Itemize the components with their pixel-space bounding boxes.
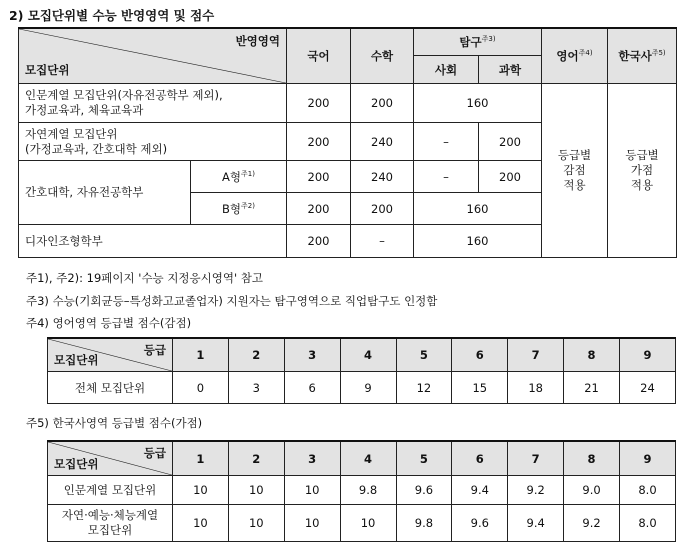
grade-header: 3: [284, 338, 340, 372]
grade-header: 4: [340, 441, 396, 476]
grade-header: 7: [508, 441, 564, 476]
note-1: 주1), 주2): 19페이지 '수능 지정응시영역' 참고: [26, 271, 264, 285]
score-cell: 9.6: [452, 505, 508, 542]
col-history: [608, 28, 677, 84]
col-math: 수학: [351, 28, 414, 84]
cell-science: 200: [479, 123, 542, 161]
table-row: [48, 505, 676, 542]
main-score-table: [18, 27, 677, 258]
section-title: 2) 모집단위별 수능 반영영역 및 점수: [9, 8, 215, 23]
row-label: 인문계열 모집단위: [48, 476, 173, 505]
note-3: 주3) 수능(기회균등–특성화고교졸업자) 지원자는 탐구영역으로 직업탐구도 인정함: [26, 294, 438, 308]
type-a: [191, 161, 287, 193]
type-a-note: 주1): [241, 169, 255, 178]
col-social: 사회: [414, 56, 479, 84]
col-history-note: 주5): [651, 49, 666, 57]
score-cell: 10: [228, 505, 284, 542]
score-cell: 9: [340, 372, 396, 404]
cell-math: 240: [351, 123, 414, 161]
grade-header: 1: [173, 441, 229, 476]
score-cell: 10: [173, 505, 229, 542]
grade-header: 9: [620, 338, 676, 372]
cell-social: –: [414, 161, 479, 193]
row-label: 자연·예능·체능계열 모집단위: [48, 505, 173, 542]
header-corner-top: 반영영역: [235, 34, 280, 48]
history-grade-table: [47, 440, 676, 542]
score-cell: 9.2: [508, 476, 564, 505]
type-a-label: A형: [222, 169, 242, 184]
cell-korean: 200: [287, 161, 351, 193]
score-cell: 10: [284, 505, 340, 542]
note-5: 주5) 한국사영역 등급별 점수(가점): [26, 416, 203, 430]
cell-inquiry: 160: [414, 84, 542, 123]
grade-header: 4: [340, 338, 396, 372]
cell-social: –: [414, 123, 479, 161]
header-corner-bottom: 모집단위: [25, 63, 70, 77]
grade-header: 9: [620, 441, 676, 476]
cell-inquiry: 160: [414, 225, 542, 258]
history-corner: [48, 441, 173, 476]
score-cell: 9.4: [508, 505, 564, 542]
cell-math: –: [351, 225, 414, 258]
corner-bottom: 모집단위: [54, 457, 99, 471]
score-cell: 0: [173, 372, 229, 404]
cell-history: 등급별 가점 적용: [608, 84, 677, 258]
cell-korean: 200: [287, 225, 351, 258]
col-english-label: 영어: [556, 49, 579, 63]
type-b-note: 주2): [241, 201, 255, 210]
cell-inquiry: 160: [414, 193, 542, 225]
table-row: [48, 476, 676, 505]
corner-top: 등급: [143, 343, 166, 357]
corner-bottom: 모집단위: [54, 353, 99, 367]
score-cell: 10: [284, 476, 340, 505]
header-corner: [19, 28, 287, 84]
score-cell: 9.6: [396, 476, 452, 505]
table-row: [19, 84, 677, 123]
col-korean: 국어: [287, 28, 351, 84]
score-cell: 9.4: [452, 476, 508, 505]
cell-english: 등급별 감점 적용: [542, 84, 608, 258]
col-inquiry-label: 탐구: [459, 35, 482, 49]
cell-math: 240: [351, 161, 414, 193]
grade-header: 2: [228, 441, 284, 476]
score-cell: 9.8: [396, 505, 452, 542]
english-corner: [48, 338, 173, 372]
score-cell: 8.0: [620, 476, 676, 505]
corner-top: 등급: [143, 446, 166, 460]
score-cell: 10: [340, 505, 396, 542]
col-history-label: 한국사: [618, 49, 652, 63]
grade-header: 8: [564, 441, 620, 476]
score-cell: 15: [452, 372, 508, 404]
cell-korean: 200: [287, 123, 351, 161]
score-cell: 8.0: [620, 505, 676, 542]
col-english: [542, 28, 608, 84]
score-cell: 10: [173, 476, 229, 505]
grade-header: 6: [452, 338, 508, 372]
score-cell: 18: [508, 372, 564, 404]
cell-math: 200: [351, 84, 414, 123]
type-b-label: B형: [222, 201, 242, 216]
grade-header: 2: [228, 338, 284, 372]
cell-math: 200: [351, 193, 414, 225]
row-label: 인문계열 모집단위(자유전공학부 제외), 가정교육과, 체육교육과: [19, 84, 287, 123]
col-inquiry: [414, 28, 542, 56]
col-science: 과학: [479, 56, 542, 84]
row-label: 자연계열 모집단위 (가정교육과, 간호대학 제외): [19, 123, 287, 161]
score-cell: 9.0: [564, 476, 620, 505]
note-4: 주4) 영어영역 등급별 점수(감점): [26, 316, 192, 330]
score-cell: 24: [620, 372, 676, 404]
cell-korean: 200: [287, 84, 351, 123]
col-english-note: 주4): [578, 49, 593, 57]
score-cell: 6: [284, 372, 340, 404]
score-cell: 9.8: [340, 476, 396, 505]
cell-korean: 200: [287, 193, 351, 225]
score-cell: 21: [564, 372, 620, 404]
grade-header: 5: [396, 441, 452, 476]
cell-science: 200: [479, 161, 542, 193]
score-cell: 10: [228, 476, 284, 505]
grade-header: 8: [564, 338, 620, 372]
table-row: [48, 372, 676, 404]
grade-header: 3: [284, 441, 340, 476]
score-cell: 12: [396, 372, 452, 404]
grade-header: 6: [452, 441, 508, 476]
grade-header: 1: [173, 338, 229, 372]
col-inquiry-note: 주3): [481, 35, 496, 43]
score-cell: 9.2: [564, 505, 620, 542]
grade-header: 5: [396, 338, 452, 372]
score-cell: 3: [228, 372, 284, 404]
row-label: 디자인조형학부: [19, 225, 287, 258]
grade-header: 7: [508, 338, 564, 372]
english-grade-table: [47, 337, 676, 404]
type-b: [191, 193, 287, 225]
row-label: 전체 모집단위: [48, 372, 173, 404]
row-label: 간호대학, 자유전공학부: [19, 161, 191, 225]
